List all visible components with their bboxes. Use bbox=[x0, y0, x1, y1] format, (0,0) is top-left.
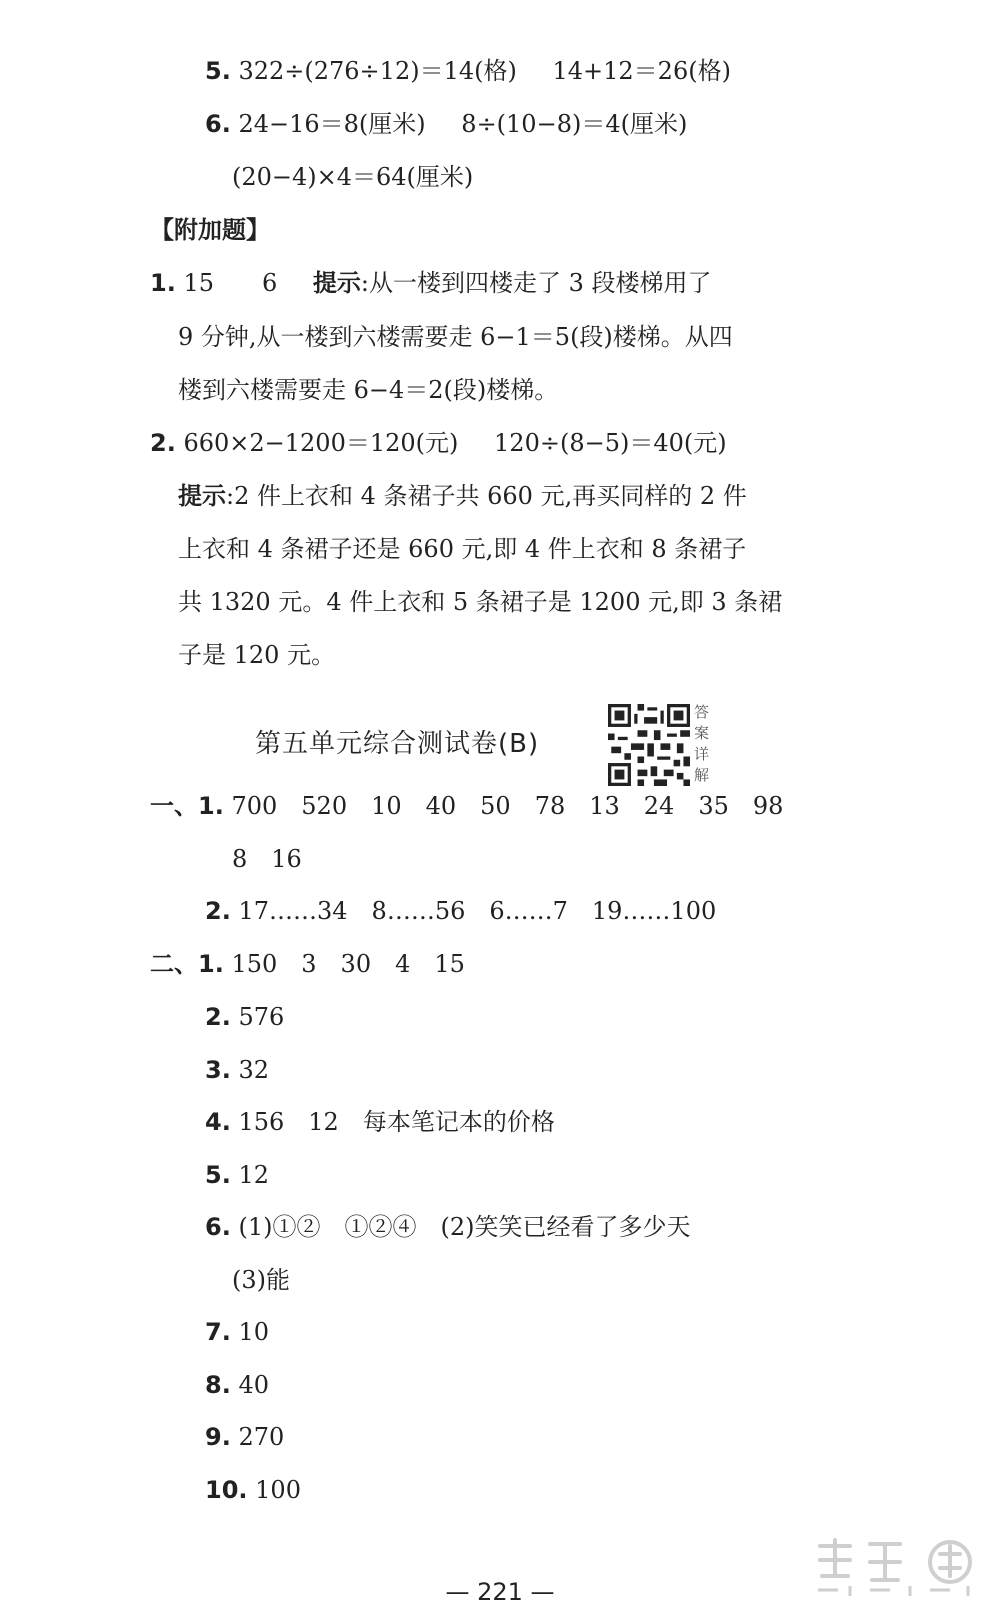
bonus-answer-1-cont-2 bbox=[178, 375, 558, 405]
section-2-answer-9 bbox=[205, 1422, 284, 1452]
answer-text: 150 3 30 4 15 bbox=[231, 950, 465, 978]
bonus-answer-1-cont bbox=[178, 322, 733, 352]
answer-number: 2. bbox=[205, 897, 231, 925]
section-2-answer-8 bbox=[205, 1370, 269, 1400]
hint-text: 子是 120 元。 bbox=[178, 641, 336, 669]
answer-text: 700 520 10 40 50 78 13 24 35 98 bbox=[231, 792, 784, 820]
answer-text: 270 bbox=[238, 1423, 285, 1451]
bonus-answer-1 bbox=[150, 268, 712, 298]
answer-number: 6. bbox=[205, 110, 231, 138]
answer-text: (1)①② ①②④ (2)笑笑已经看了多少天 bbox=[238, 1213, 691, 1241]
bonus-hint-2-cont-3 bbox=[178, 640, 335, 670]
section-2-answer-3 bbox=[205, 1055, 269, 1085]
bonus-hint-2 bbox=[178, 481, 747, 511]
qr-code-icon bbox=[608, 704, 690, 786]
answer-text: 9 分钟,从一楼到六楼需要走 6−1＝5(段)楼梯。从四 bbox=[178, 323, 733, 351]
answer-text: 12 bbox=[238, 1161, 270, 1189]
answer-number: 5. bbox=[205, 1161, 231, 1189]
hint-text: :从一楼到四楼走了 3 段楼梯用了 bbox=[360, 269, 712, 297]
hint-label: 提示 bbox=[312, 269, 361, 297]
answer-text: 100 bbox=[255, 1476, 301, 1504]
answer-number: 2. bbox=[205, 1003, 231, 1031]
section-2-answer-2 bbox=[205, 1002, 284, 1032]
answer-number: 9. bbox=[205, 1423, 231, 1451]
answer-5 bbox=[205, 56, 731, 86]
bonus-hint-2-cont bbox=[178, 534, 746, 564]
answer-text: 32 bbox=[238, 1056, 270, 1084]
answer-6-cont bbox=[232, 162, 473, 192]
answer-text: 24−16＝8(厘米) bbox=[238, 110, 426, 138]
answer-number: 10. bbox=[205, 1476, 248, 1504]
answer-number: 1. bbox=[150, 269, 176, 297]
hint-label: 提示 bbox=[178, 482, 226, 510]
answer-text: 10 bbox=[238, 1318, 270, 1346]
answer-text: 576 bbox=[238, 1003, 285, 1031]
answer-text: 15 6 bbox=[183, 269, 278, 297]
hint-text: :2 件上衣和 4 条裙子共 660 元,再买同样的 2 件 bbox=[226, 482, 747, 510]
section-2-answer-10 bbox=[205, 1475, 301, 1505]
page-number: — 221 — bbox=[445, 1578, 555, 1606]
section-prefix: 一、 bbox=[150, 792, 198, 820]
bonus-hint-2-cont-2 bbox=[178, 587, 782, 617]
hint-text: 上衣和 4 条裙子还是 660 元,即 4 件上衣和 8 条裙子 bbox=[178, 535, 747, 563]
answer-6 bbox=[205, 109, 687, 139]
hint-text: 共 1320 元。4 件上衣和 5 条裙子是 1200 元,即 3 条裙 bbox=[178, 588, 783, 616]
answer-text: (3)能 bbox=[232, 1266, 290, 1294]
bonus-heading-text: 【附加题】 bbox=[150, 216, 270, 244]
section-2-answer-1 bbox=[150, 949, 465, 979]
answer-text: 660×2−1200＝120(元) bbox=[183, 429, 459, 457]
answer-number: 3. bbox=[205, 1056, 231, 1084]
answer-text-2: 14+12＝26(格) bbox=[552, 57, 731, 85]
watermark-logo-icon bbox=[810, 1536, 990, 1598]
answer-text: 楼到六楼需要走 6−4＝2(段)楼梯。 bbox=[178, 376, 559, 404]
section-1-answer-2 bbox=[205, 896, 716, 926]
section-2-answer-6-cont bbox=[232, 1265, 290, 1295]
section-prefix: 二、 bbox=[150, 950, 198, 978]
section-1-answer-1-cont bbox=[232, 844, 302, 874]
answer-number: 7. bbox=[205, 1318, 231, 1346]
answer-number: 4. bbox=[205, 1108, 231, 1136]
answer-number: 2. bbox=[150, 429, 176, 457]
answer-text: 8 16 bbox=[232, 845, 302, 873]
answer-text: 17……34 8……56 6……7 19……100 bbox=[238, 897, 717, 925]
qr-label: 答案详解 bbox=[694, 703, 710, 784]
section-2-answer-5 bbox=[205, 1160, 269, 1190]
answer-text-2: 120÷(8−5)＝40(元) bbox=[494, 429, 727, 457]
section-2-answer-4 bbox=[205, 1107, 555, 1137]
answer-number: 8. bbox=[205, 1371, 231, 1399]
answer-text: 156 12 每本笔记本的价格 bbox=[238, 1108, 555, 1136]
answer-number: 1. bbox=[198, 792, 224, 820]
section-1-answer-1 bbox=[150, 791, 783, 821]
answer-text: 322÷(276÷12)＝14(格) bbox=[238, 57, 517, 85]
answer-text: 40 bbox=[238, 1371, 270, 1399]
section-title: 第五单元综合测试卷(B) bbox=[255, 729, 540, 759]
section-2-answer-7 bbox=[205, 1317, 269, 1347]
section-2-answer-6 bbox=[205, 1212, 690, 1242]
answer-text-2: 8÷(10−8)＝4(厘米) bbox=[461, 110, 688, 138]
bonus-answer-2 bbox=[150, 428, 727, 458]
answer-text: (20−4)×4＝64(厘米) bbox=[232, 163, 474, 191]
bonus-heading bbox=[150, 215, 270, 245]
answer-number: 5. bbox=[205, 57, 231, 85]
answer-number: 1. bbox=[198, 950, 224, 978]
answer-number: 6. bbox=[205, 1213, 231, 1241]
